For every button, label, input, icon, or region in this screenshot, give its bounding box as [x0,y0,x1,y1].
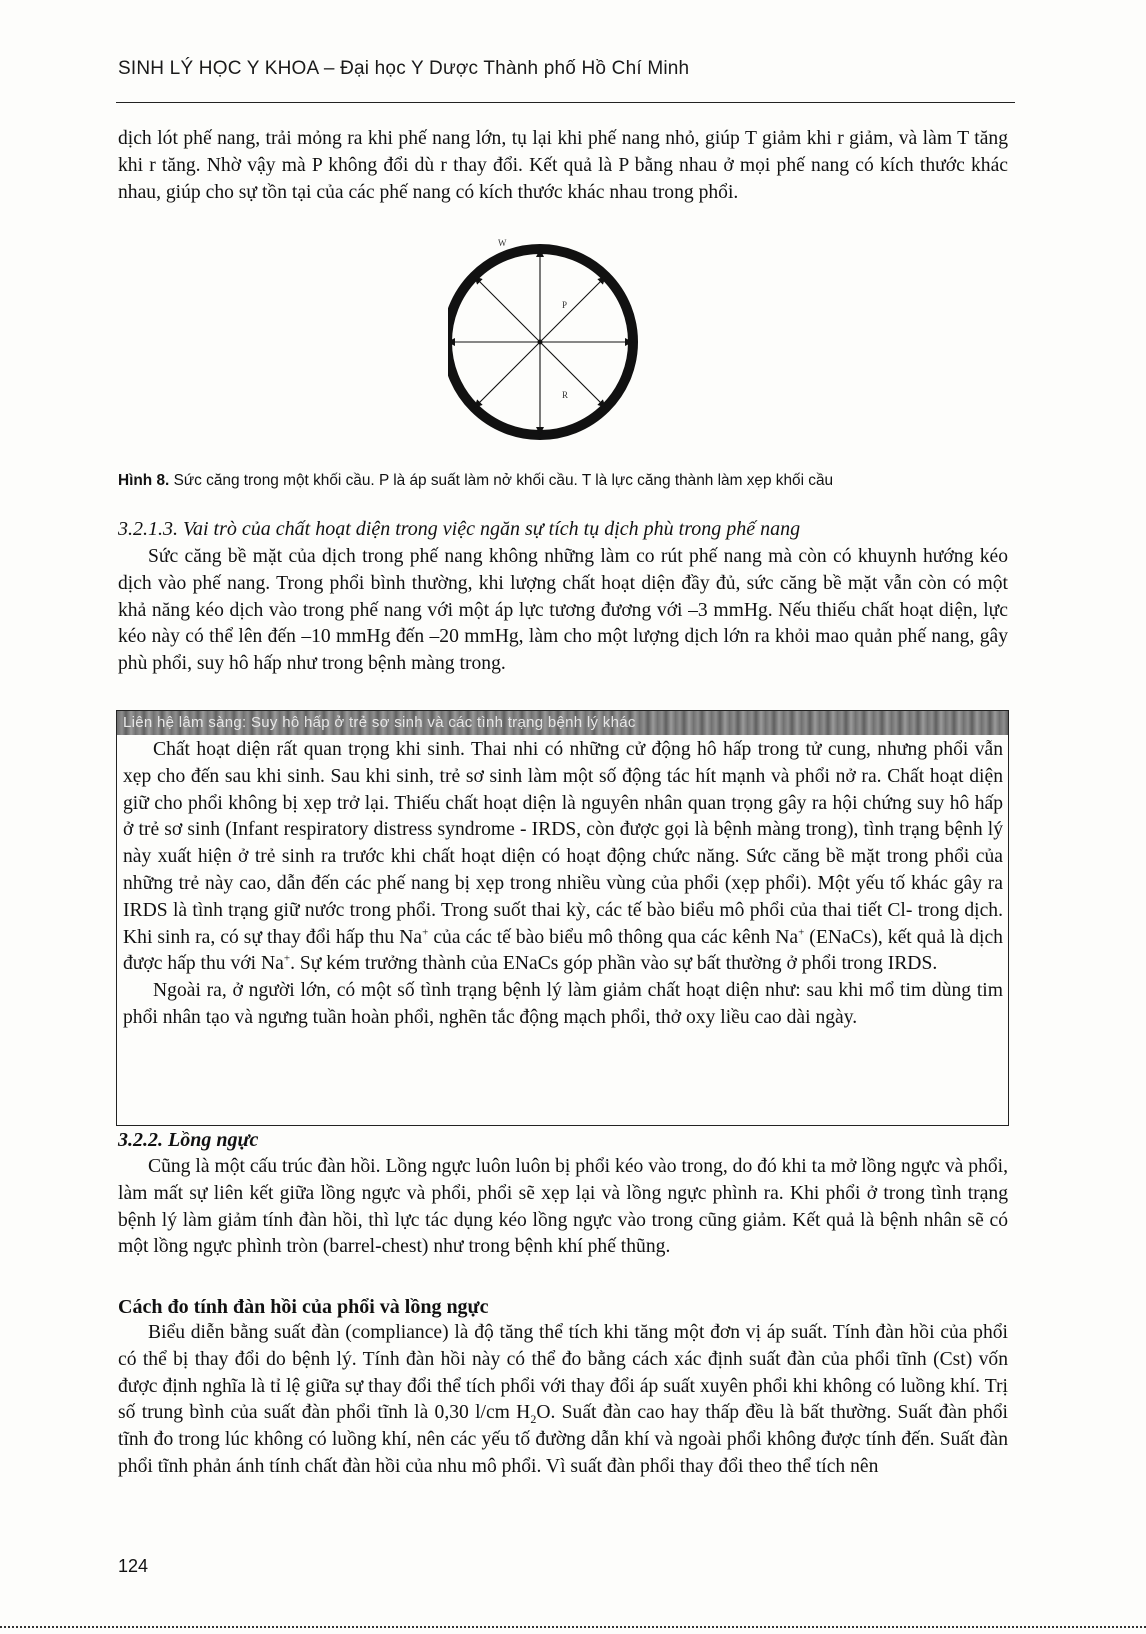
clinical-text-p2: Ngoài ra, ở người lớn, có một số tình trạng bệnh lý làm giảm chất hoạt diện như: sau khi mổ tim dùng tim phổi nhân tạo và ngưng tuần hoàn phổi, nghẽn tắc động mạch phổi, thở oxy liều cao dài ngày. [123,980,1003,1028]
sup-plus-3: + [283,952,291,965]
intro-paragraph: dịch lót phế nang, trải mỏng ra khi phế nang lớn, tụ lại khi phế nang nhỏ, giúp T giảm khi r giảm, và làm T tăng khi r tăng. Nhờ vậy mà P không đổi dù r thay đổi. Kết quả là P bằng nhau ở mọi phế nang có kích thước khác nhau, giúp cho sự tồn tại của các phế nang có kích thước khác nhau trong phổi. [118,128,1008,203]
sub-2: 2 [530,1412,537,1427]
sup-plus-2: + [798,926,805,939]
running-header: SINH LÝ HỌC Y KHOA – Đại học Y Dược Thành phố Hồ Chí Minh [118,58,690,79]
clinical-text-b: của các tế bào biểu mô thông qua các kênh Na [428,926,799,948]
section-heading-measure: Cách đo tính đàn hồi của phổi và lồng ngực [118,1296,489,1318]
measure-text-a: Biểu diễn bằng suất đàn (compliance) là độ tăng thể tích khi tăng một đơn vị áp suất. Tính đàn hồi của phổi có thể bị thay đổi do bệnh lý. Tính đàn hồi này có thể đo bằng cách xác định suất đàn của phổi tĩnh (Cst) vốn được định nghĩa là tỉ lệ giữa sự thay đổi thể tích phổi với thay đổi áp suất xuyên phổi khi không có luồng khí. Trị số trung bình của suất đàn phổi tĩnh là 0,30 l/cm H [118,1322,1008,1424]
figure-caption [118,471,1010,490]
figure-caption-label: Hình 8. [118,472,170,489]
section-measure-paragraph [118,1320,1008,1481]
bottom-divider [0,1626,1146,1628]
clinical-text-d: . Sự kém trưởng thành của ENaCs góp phần vào sự bất thường ở phổi trong IRDS. [290,953,938,975]
page-number: 124 [118,1556,149,1576]
sphere-diagram [448,238,678,462]
sphere-tension-figure [448,238,678,462]
center-point [538,340,543,345]
clinical-text-c: (ENaCs), kết quả là dịch được hấp thu với Na [123,926,1003,975]
clinical-note-box [116,710,1009,1126]
clinical-note-text [123,737,1003,1032]
measure-text-b: O. Suất đàn cao hay thấp đều là bất thường. Suất đàn phổi tĩnh đo trong lúc không có luồng khí, nên các yếu tố đường dẫn khí và ngoài phổi không được tính đến. Suất đàn phổi tĩnh phản ánh tính chất đàn hồi của nhu mô phổi. Vì suất đàn phổi thay đổi theo thể tích nên [118,1402,1008,1477]
label-p: P [562,300,568,310]
figure-caption-text: Sức căng trong một khối cầu. P là áp suất làm nở khối cầu. T là lực căng thành làm xẹp khối cầu [173,472,834,489]
section-3213-paragraph: Sức căng bề mặt của dịch trong phế nang không những làm co rút phế nang mà còn có khuynh hướng kéo dịch vào phế nang. Trong phổi bình thường, khi lượng chất hoạt diện đầy đủ, sức căng bề mặt vẫn còn có một khả năng kéo dịch vào trong phế nang với một áp lực tương đương với –3 mmHg. Nếu thiếu chất hoạt diện, lực kéo này có thể lên đến –10 mmHg đến –20 mmHg, làm cho một lượng dịch lớn ra khỏi mao quản phế nang, gây phù phổi, suy hô hấp như trong bệnh màng trong. [118,546,1008,675]
sup-plus-1: + [422,926,429,939]
section-322-paragraph: Cũng là một cấu trúc đàn hồi. Lồng ngực luôn luôn bị phổi kéo vào trong, do đó khi ta mở lồng ngực và phổi, làm mất sự liên kết giữa lồng ngực và phổi, phổi sẽ xẹp lại và lồng ngực phình ra. Khi phổi ở trong tình trạng bệnh lý làm giảm tính đàn hồi, thì lực tác dụng kéo lồng ngực vào trong cũng giảm. Kết quả là bệnh nhân sẽ có một lồng ngực phình tròn (barrel-chest) như trong bệnh khí phế thũng. [118,1156,1008,1258]
label-r: R [562,390,569,400]
section-heading-322: 3.2.2. Lồng ngực [118,1129,259,1151]
clinical-note-header: Liên hệ lâm sàng: Suy hô hấp ở trẻ sơ sinh và các tình trạng bệnh lý khác [117,711,1008,735]
header-divider [116,102,1015,103]
section-heading-3213: 3.2.1.3. Vai trò của chất hoạt diện trong việc ngăn sự tích tụ dịch phù trong phế nang [118,518,801,540]
clinical-text-a: Chất hoạt diện rất quan trọng khi sinh. Thai nhi có những cử động hô hấp trong tử cung, nhưng phổi vẫn xẹp cho đến sau khi sinh. Sau khi sinh, trẻ sơ sinh làm một số động tác hít mạnh và phổi nở ra. Chất hoạt diện giữ cho phổi không bị xẹp trở lại. Thiếu chất hoạt diện là nguyên nhân quan trọng gây ra hội chứng suy hô hấp ở trẻ sơ sinh (Infant respiratory distress syndrome - IRDS, còn được gọi là bệnh màng trong), tình trạng bệnh lý này xuất hiện ở trẻ sinh ra trước khi chất hoạt diện có hoạt động chức năng. Sức căng bề mặt trong phổi của những trẻ này cao, dẫn đến các phế nang bị xẹp trong nhiều vùng của phổi (xẹp phổi). Một yếu tố khác gây ra IRDS là tình trạng giữ nước trong phổi. Trong suốt thai kỳ, các tế bào biểu mô phổi của thai tiết Cl- trong dịch. Khi sinh ra, có sự thay đổi hấp thu Na [123,739,1003,948]
label-w: W [498,238,507,248]
